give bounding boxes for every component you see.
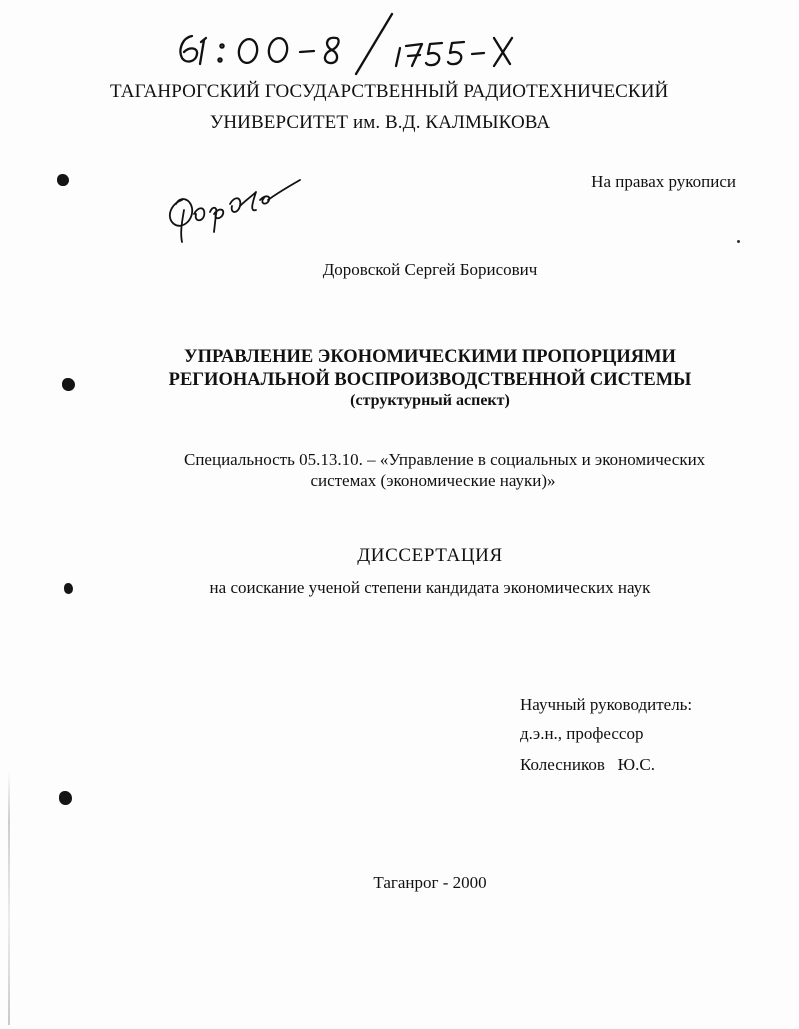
- thesis-title-line1: УПРАВЛЕНИЕ ЭКОНОМИЧЕСКИМИ ПРОПОРЦИЯМИ: [184, 347, 676, 367]
- supervisor-label: Научный руководитель:: [520, 695, 693, 714]
- university-name-line2: УНИВЕРСИТЕТ им. В.Д. КАЛМЫКОВА: [209, 112, 551, 133]
- scan-speck: [737, 240, 740, 243]
- specialty-line2: системах (экономические науки)»: [310, 471, 556, 490]
- archive-number-svg: [160, 8, 540, 78]
- author-name: Доровской Сергей Борисович: [322, 260, 538, 279]
- specialty-line1: Специальность 05.13.10. – «Управление в социальных и экономических: [184, 450, 706, 469]
- punch-hole-mark: [62, 378, 75, 391]
- supervisor-degree: д.э.н., профессор: [520, 724, 644, 743]
- archive-number-handwritten: [160, 8, 540, 78]
- university-name-line1: ТАГАНРОГСКИЙ ГОСУДАРСТВЕННЫЙ РАДИОТЕХНИЧЕСКИЙ: [110, 81, 669, 102]
- city-year: Таганрог - 2000: [373, 873, 487, 892]
- supervisor-name: Колесников Ю.С.: [520, 755, 655, 774]
- handwritten-signature: [160, 170, 310, 250]
- signature-svg: [160, 170, 310, 250]
- thesis-title-line2: РЕГИОНАЛЬНОЙ ВОСПРОИЗВОДСТВЕННОЙ СИСТЕМЫ: [168, 370, 692, 390]
- punch-hole-mark: [64, 583, 73, 594]
- degree-description: на соискание ученой степени кандидата экономических наук: [209, 578, 651, 597]
- scan-edge-shadow: [8, 770, 10, 1025]
- manuscript-rights-label: На правах рукописи: [591, 172, 736, 191]
- punch-hole-mark: [59, 791, 72, 805]
- punch-hole-mark: [57, 174, 69, 186]
- document-type: ДИССЕРТАЦИЯ: [357, 545, 503, 566]
- thesis-subtitle: (структурный аспект): [350, 392, 510, 409]
